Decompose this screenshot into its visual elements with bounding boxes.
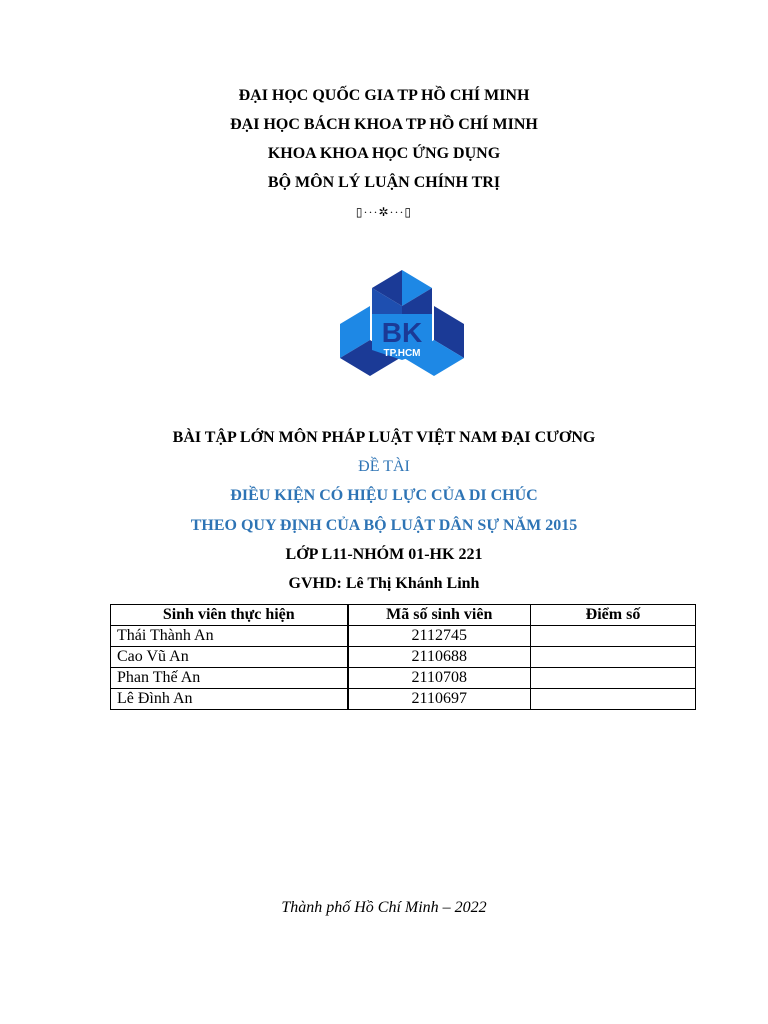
topic-title-line1: ĐIỀU KIỆN CÓ HIỆU LỰC CỦA DI CHÚC <box>230 487 538 504</box>
school-name: ĐẠI HỌC BÁCH KHOA TP HỒ CHÍ MINH <box>230 116 538 133</box>
topic-label: ĐỀ TÀI <box>358 458 410 475</box>
logo-tphcm-text: TP.HCM <box>383 348 421 359</box>
faculty-name: KHOA KHOA HỌC ỨNG DỤNG <box>267 145 501 162</box>
student-score <box>531 626 696 647</box>
student-id: 2110688 <box>348 647 531 668</box>
department-name: BỘ MÔN LÝ LUẬN CHÍNH TRỊ <box>267 174 501 191</box>
student-name: Phan Thế An <box>111 668 348 689</box>
student-score <box>531 689 696 710</box>
student-score <box>531 668 696 689</box>
header-student-id: Mã số sinh viên <box>348 605 531 626</box>
student-score <box>531 647 696 668</box>
header-student: Sinh viên thực hiện <box>111 605 348 626</box>
student-name: Cao Vũ An <box>111 647 348 668</box>
members-table <box>110 604 696 710</box>
header-score: Điểm số <box>531 605 696 626</box>
ornament-divider: ▯···✲···▯ <box>355 205 413 219</box>
table-row <box>111 668 696 689</box>
table-header-row <box>111 605 696 626</box>
student-name: Lê Đình An <box>111 689 348 710</box>
place-and-year: Thành phố Hồ Chí Minh – 2022 <box>281 899 487 916</box>
student-id: 2110708 <box>348 668 531 689</box>
instructor: GVHD: Lê Thị Khánh Linh <box>288 575 480 592</box>
bk-logo <box>326 264 478 390</box>
assignment-title: BÀI TẬP LỚN MÔN PHÁP LUẬT VIỆT NAM ĐẠI CƯƠNG <box>172 429 596 446</box>
topic-title-line2: THEO QUY ĐỊNH CỦA BỘ LUẬT DÂN SỰ NĂM 2015 <box>190 517 578 534</box>
table-row <box>111 626 696 647</box>
student-id: 2112745 <box>348 626 531 647</box>
table-row <box>111 647 696 668</box>
table-row <box>111 689 696 710</box>
student-name: Thái Thành An <box>111 626 348 647</box>
student-id: 2110697 <box>348 689 531 710</box>
logo-bk-text: BK <box>381 317 423 348</box>
university-name: ĐẠI HỌC QUỐC GIA TP HỒ CHÍ MINH <box>238 87 530 104</box>
class-group: LỚP L11-NHÓM 01-HK 221 <box>285 546 483 563</box>
